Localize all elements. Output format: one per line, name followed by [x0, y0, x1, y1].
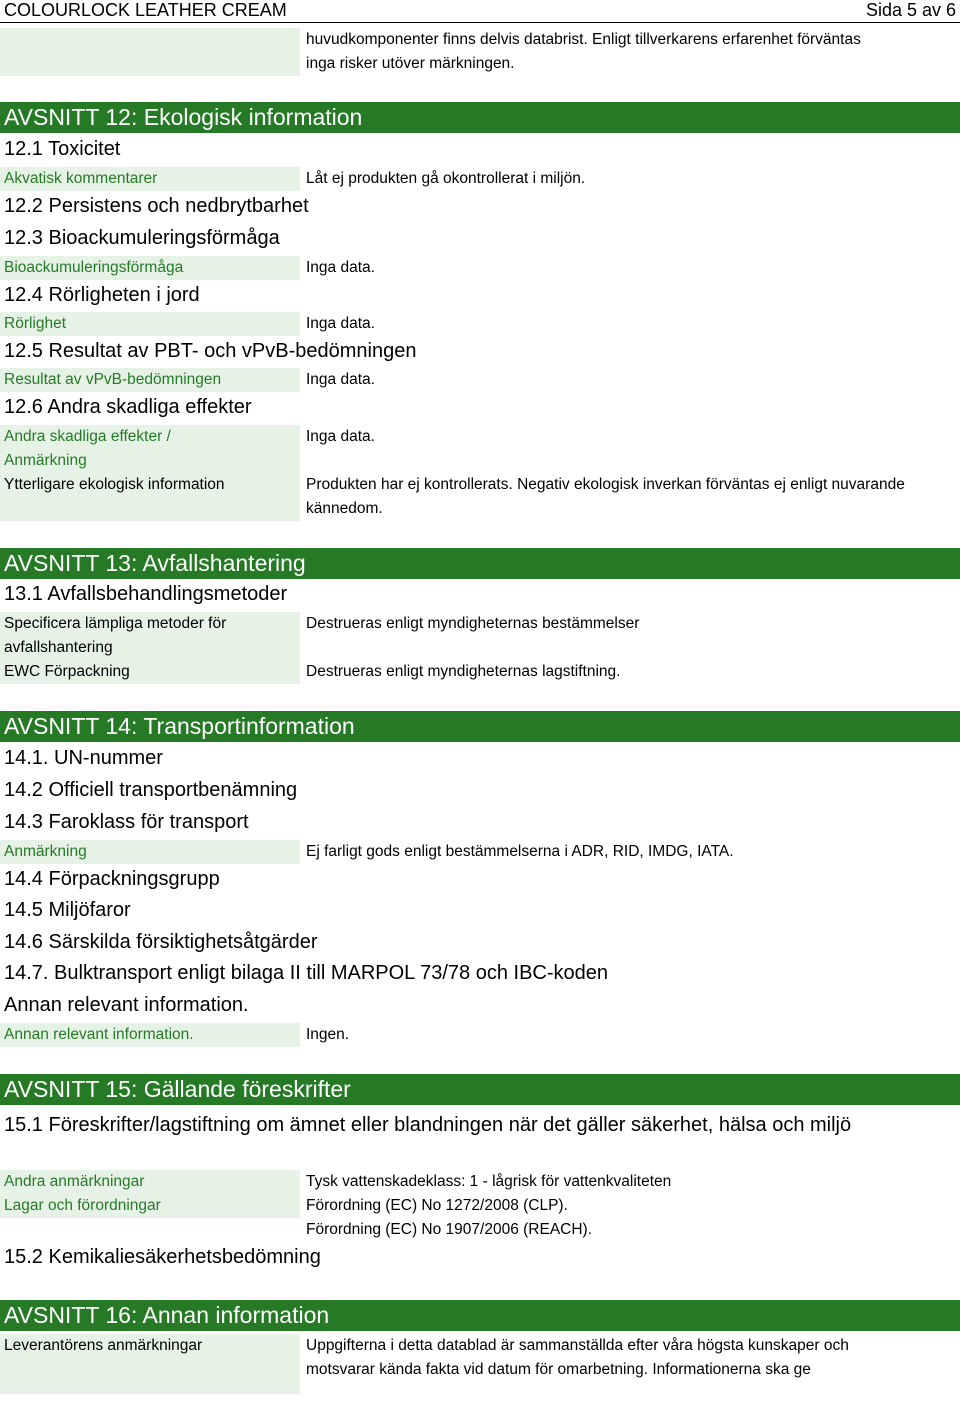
- heading-15-1: 15.1 Föreskrifter/lagstiftning om ämnet eller blandningen när det gäller säkerhet, hälsa och miljö: [4, 1114, 852, 1136]
- section-14-title: AVSNITT 14: Transportinformation: [0, 711, 960, 742]
- label-leverantor: Leverantörens anmärkningar: [0, 1334, 300, 1394]
- document-title: COLOURLOCK LEATHER CREAM: [4, 0, 287, 20]
- value-metoder: Destrueras enligt myndigheternas bestämmelser: [306, 615, 640, 632]
- heading-14-6: 14.6 Särskilda försiktighetsåtgärder: [4, 931, 318, 953]
- heading-12-6: 12.6 Andra skadliga effekter: [4, 396, 252, 418]
- heading-14-1: 14.1. UN-nummer: [4, 747, 163, 769]
- continuation-text: huvudkomponenter finns delvis databrist. Enligt tillverkarens erfarenhet förväntas inga risker utöver märkningen.: [306, 31, 861, 72]
- value-vpvb: Inga data.: [306, 371, 375, 388]
- heading-14-5: 14.5 Miljöfaror: [4, 899, 131, 921]
- value-anmarkning-14: Ej farligt gods enligt bestämmelserna i ADR, RID, IMDG, IATA.: [306, 843, 734, 860]
- section-13-title: AVSNITT 13: Avfallshantering: [0, 548, 960, 579]
- label-bioackumulering: Bioackumuleringsförmåga: [0, 256, 300, 280]
- page-header: [0, 0, 960, 23]
- value-rorlighet: Inga data.: [306, 315, 375, 332]
- heading-14-4: 14.4 Förpackningsgrupp: [4, 868, 220, 890]
- value-lagar-reach: Förordning (EC) No 1907/2006 (REACH).: [306, 1221, 593, 1238]
- heading-13-1: 13.1 Avfallsbehandlingsmetoder: [4, 583, 288, 605]
- label-ewc: EWC Förpackning: [0, 660, 300, 684]
- label-rorlighet: Rörlighet: [0, 312, 300, 336]
- section-15-title: AVSNITT 15: Gällande föreskrifter: [0, 1074, 960, 1105]
- heading-14-7: 14.7. Bulktransport enligt bilaga II till MARPOL 73/78 och IBC-koden: [4, 962, 609, 984]
- label-akvatisk: Akvatisk kommentarer: [0, 167, 300, 191]
- value-bioackumulering: Inga data.: [306, 259, 375, 276]
- label-lagar: Lagar och förordningar: [0, 1194, 300, 1218]
- heading-12-4: 12.4 Rörligheten i jord: [4, 284, 200, 306]
- section-12-title: AVSNITT 12: Ekologisk information: [0, 102, 960, 133]
- value-ewc: Destrueras enligt myndigheternas lagstiftning.: [306, 663, 621, 680]
- heading-14-2: 14.2 Officiell transportbenämning: [4, 779, 298, 801]
- page-number: Sida 5 av 6: [865, 0, 956, 20]
- heading-15-2: 15.2 Kemikaliesäkerhetsbedömning: [4, 1246, 321, 1268]
- value-lagar-clp: Förordning (EC) No 1272/2008 (CLP).: [306, 1197, 568, 1214]
- value-ytterligare: Produkten har ej kontrollerats. Negativ ekologisk inverkan förväntas ej enligt nuvarande kännedom.: [306, 476, 905, 517]
- label-ytterligare: Ytterligare ekologisk information: [0, 473, 300, 521]
- label-anmarkning-14: Anmärkning: [0, 840, 300, 864]
- value-leverantor: Uppgifterna i detta datablad är sammanställda efter våra högsta kunskaper och motsvarar kända fakta vid datum för omarbetning. Informationerna ska ge: [306, 1337, 849, 1378]
- continuation-label-cell: [0, 28, 300, 76]
- label-vpvb: Resultat av vPvB-bedömningen: [0, 368, 300, 392]
- label-andra-effekter: Andra skadliga effekter / Anmärkning: [0, 425, 300, 473]
- heading-12-1: 12.1 Toxicitet: [4, 138, 121, 160]
- heading-12-3: 12.3 Bioackumuleringsförmåga: [4, 227, 280, 249]
- label-metoder: Specificera lämpliga metoder för avfallshantering: [0, 612, 300, 660]
- value-andra-effekter: Inga data.: [306, 428, 375, 445]
- value-annan-relevant: Ingen.: [306, 1026, 350, 1043]
- heading-12-5: 12.5 Resultat av PBT- och vPvB-bedömningen: [4, 340, 417, 362]
- label-andra-anmarkningar: Andra anmärkningar: [0, 1170, 300, 1194]
- value-andra-anmarkningar: Tysk vattenskadeklass: 1 - lågrisk för vattenkvaliteten: [306, 1173, 672, 1190]
- heading-annan-relevant: Annan relevant information.: [4, 994, 249, 1016]
- heading-14-3: 14.3 Faroklass för transport: [4, 811, 249, 833]
- value-akvatisk: Låt ej produkten gå okontrollerat i miljön.: [306, 170, 586, 187]
- heading-12-2: 12.2 Persistens och nedbrytbarhet: [4, 195, 309, 217]
- label-annan-relevant: Annan relevant information.: [0, 1023, 300, 1047]
- section-16-title: AVSNITT 16: Annan information: [0, 1300, 960, 1331]
